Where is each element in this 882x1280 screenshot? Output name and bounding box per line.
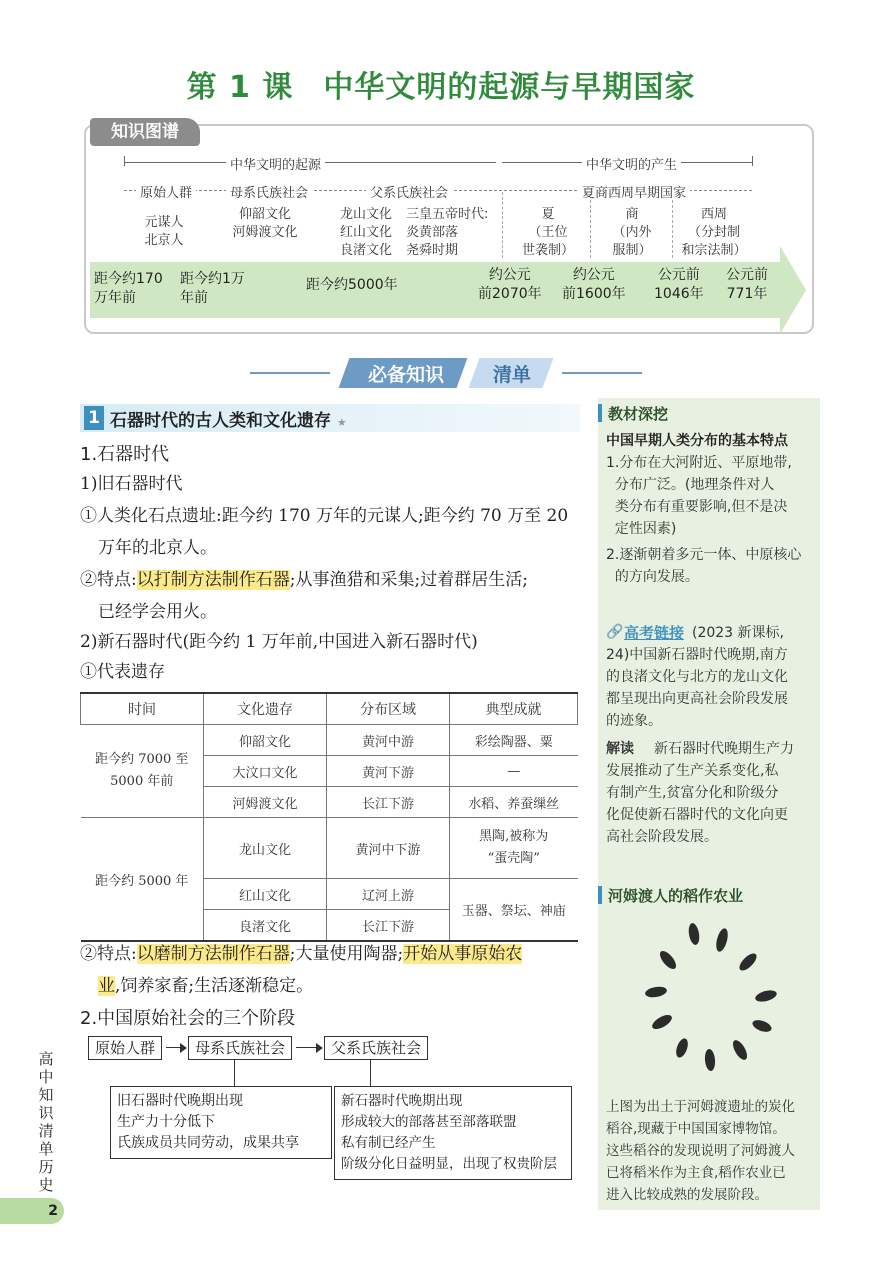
lesson-name: 中华文明的起源与早期国家 (323, 70, 696, 105)
para-representative: ①代表遗存 (80, 662, 165, 682)
section-number: 1 (84, 406, 104, 430)
divider (672, 200, 673, 258)
sidebar-tag-rice: 河姆渡人的稻作农业 (608, 887, 744, 905)
table-header-row (81, 693, 578, 725)
timeline-1046: 公元前 1046年 (654, 267, 704, 302)
divider (590, 200, 591, 258)
text: ;从事渔猎和采集;过着群居生活; (289, 570, 528, 590)
rice-grain (737, 951, 760, 974)
heading-stone-age: 1.石器时代 (80, 444, 170, 465)
rice-grain (704, 1049, 716, 1072)
dynasty-xia: 夏 （王位 世袭制） (521, 207, 574, 258)
table-cell: 良渚文化 (204, 910, 327, 942)
para-fossil-sites-cont: 万年的北京人。 (98, 538, 217, 558)
flow-connector (234, 1060, 235, 1086)
rice-grain (657, 948, 679, 971)
sidebar-tag-marker (598, 886, 602, 904)
table-cell: 黄河中游 (327, 725, 450, 756)
table-cell: 水稻、养蚕缫丝 (450, 787, 578, 818)
rice-grain (687, 922, 701, 945)
timeline-1600: 约公元 前1600年 (562, 267, 626, 302)
para-paleo-features-cont: 已经学会用火。 (98, 602, 217, 622)
sidebar-tag-textbook: 教材深挖 (608, 405, 669, 423)
rice-grain (751, 1018, 773, 1034)
table-cell: 彩绘陶器、粟 (450, 725, 578, 756)
table-cell: 黄河中下游 (327, 818, 450, 879)
rice-grain (714, 927, 730, 953)
table-cell: 仰韶文化 (204, 725, 327, 756)
table-row (81, 818, 578, 879)
table-cell: 长江下游 (327, 787, 450, 818)
table-cell: 玉器、祭坛、神庙 (450, 879, 578, 942)
lesson-number: 第 1 课 (186, 70, 294, 105)
stage-primitive: 原始人群 (136, 182, 196, 201)
text: ;大量使用陶器; (289, 944, 404, 964)
arrow-icon (316, 1043, 323, 1053)
table-cell: 黄河下游 (327, 756, 450, 787)
table-cell: 辽河上游 (327, 879, 450, 910)
para-neolithic: 2)新石器时代(距今约 1 万年前,中国进入新石器时代) (80, 632, 478, 652)
th-time: 时间 (81, 693, 204, 725)
arrow-icon (180, 1043, 187, 1053)
header-rule-right (562, 372, 642, 374)
heading-three-stages: 2.中国原始社会的三个阶段 (80, 1008, 296, 1029)
page-number: 2 (0, 1198, 64, 1224)
vertical-book-title: 高中知识清单 历史 (38, 1050, 54, 1194)
para-neo-features-cont (98, 970, 313, 1002)
section-header-list: 清单 (492, 364, 531, 386)
knowledge-map-tag: 知识图谱 (90, 118, 200, 146)
rice-grain (754, 988, 778, 1003)
th-region: 分布区域 (327, 693, 450, 725)
sidebar-topic-title: 中国早期人类分布的基本特点 (606, 433, 788, 449)
cell-period-7000: 距今约 7000 至 5000 年前 (81, 725, 204, 818)
timeline-2070: 约公元 前2070年 (478, 267, 542, 302)
table-cell: 红山文化 (204, 879, 327, 910)
lesson-title (0, 62, 882, 106)
section-title (110, 406, 347, 431)
timeline-170wan: 距今约170 万年前 (94, 271, 163, 306)
timeline-arrow-head (780, 246, 806, 334)
label: ②特点: (80, 570, 137, 590)
rice-caption: 上图为出土于河姆渡遗址的炭化 稻谷,现藏于中国国家博物馆。 这些稻谷的发现说明了河姆渡人 已将稻米作为主食,稻作农业已 进入比较成熟的发展阶段。 (606, 1099, 795, 1203)
timeline-771: 公元前 771年 (726, 267, 768, 302)
table-cell: — (450, 756, 578, 787)
section-title-text: 石器时代的古人类和文化遗存 (110, 411, 331, 431)
sidebar-item-2: 2.逐渐朝着多元一体、中原核心 的方向发展。 (606, 547, 802, 585)
table-cell: 龙山文化 (204, 818, 327, 879)
cell-period-5000: 距今约 5000 年 (81, 818, 204, 942)
flow-matriarchal: 母系氏族社会 (188, 1036, 292, 1060)
flow-list-matriarchal: 旧石器时代晚期出现 生产力十分低下 氏族成员共同劳动，成果共享 (110, 1086, 332, 1159)
text: ,饲养家畜;生活逐渐稳定。 (115, 976, 314, 996)
para-fossil-sites: ①人类化石点遗址:距今约 170 万年的元谋人;距今约 70 万至 20 (80, 506, 569, 526)
flow-connector (370, 1060, 371, 1086)
table-cell: 黑陶,被称为 “蛋壳陶” (450, 818, 578, 879)
timeline-5000: 距今约5000年 (306, 277, 398, 293)
bracket-tick (124, 156, 125, 166)
flow-primitive: 原始人群 (88, 1036, 162, 1060)
interpretation-label: 解读 (606, 741, 634, 757)
group-produce-label: 中华文明的产生 (582, 154, 681, 173)
th-achievement: 典型成就 (450, 693, 578, 725)
sites-primitive: 元谋人 北京人 (144, 215, 184, 248)
table-cell: 长江下游 (327, 910, 450, 942)
timeline-1wan: 距今约1万 年前 (180, 271, 245, 306)
link-icon: 🔗 (606, 624, 624, 640)
sites-matriarchal: 仰韶文化 河姆渡文化 (232, 207, 298, 240)
flow-arrow (296, 1047, 318, 1048)
gaokao-link-text: (2023 新课标, 24)中国新石器时代晚期,南方 的良渚文化与北方的龙山文化 都呈现出向更高社会阶段发展 的迹象。 (606, 625, 788, 729)
table-cell: 河姆渡文化 (204, 787, 327, 818)
para-paleolithic: 1)旧石器时代 (80, 474, 183, 494)
header-rule-left (250, 372, 330, 374)
star-icon: ★ (336, 416, 347, 429)
highlight-agriculture: 开始从事原始农 (403, 944, 523, 964)
th-culture: 文化遗存 (204, 693, 327, 725)
para-paleo-features (80, 564, 528, 596)
dynasty-zhou: 西周 （分封制 和宗法制） (681, 207, 747, 258)
table-row (81, 725, 578, 756)
highlight-agriculture-cont: 业 (98, 976, 115, 996)
neolithic-table (80, 692, 578, 942)
stage-early-states: 夏商西周早期国家 (578, 182, 690, 201)
stage-matriarchal: 母系氏族社会 (226, 182, 312, 201)
divider (502, 192, 503, 258)
sidebar-item-1: 1.分布在大河附近、平原地带, 分布广泛。(地理条件对人 类分布有重要影响,但不是决 定性因素) (606, 455, 792, 537)
table-cell: 大汶口文化 (204, 756, 327, 787)
gaokao-link-label[interactable]: 高考链接 (624, 624, 685, 642)
rice-grain (730, 1038, 750, 1062)
group-origin-label: 中华文明的起源 (226, 154, 325, 173)
dynasty-shang: 商 （内外 服制） (612, 207, 652, 258)
label: ②特点: (80, 944, 137, 964)
rice-grains-image (606, 910, 812, 1090)
flow-list-patriarchal: 新石器时代晚期出现 形成较大的部落甚至部落联盟 私有制已经产生 阶级分化日益明显，出现了权贵阶层 (334, 1086, 572, 1180)
interpretation-text: 新石器时代晚期生产力 发展推动了生产关系变化,私 有制产生,贫富分化和阶级分 化促使新石器时代的文化向更 高社会阶段发展。 (606, 741, 794, 845)
sites-patriarchal: 龙山文化 红山文化 良渚文化 (339, 207, 392, 258)
sites-legend: 三皇五帝时代: 炎黄部落 尧舜时期 (406, 207, 489, 258)
bracket-tick (752, 156, 753, 166)
highlight-chipped-stone: 以打制方法制作石器 (136, 570, 290, 590)
para-neo-features (80, 938, 522, 970)
rice-grain (674, 1037, 690, 1059)
flow-patriarchal: 父系氏族社会 (324, 1036, 428, 1060)
highlight-polished-stone: 以磨制方法制作石器 (136, 944, 290, 964)
rice-grain (650, 1012, 674, 1032)
sidebar-tag-marker (598, 404, 602, 422)
rice-grain (644, 985, 667, 999)
section-header-required: 必备知识 (367, 364, 444, 386)
stage-patriarchal: 父系氏族社会 (366, 182, 452, 201)
